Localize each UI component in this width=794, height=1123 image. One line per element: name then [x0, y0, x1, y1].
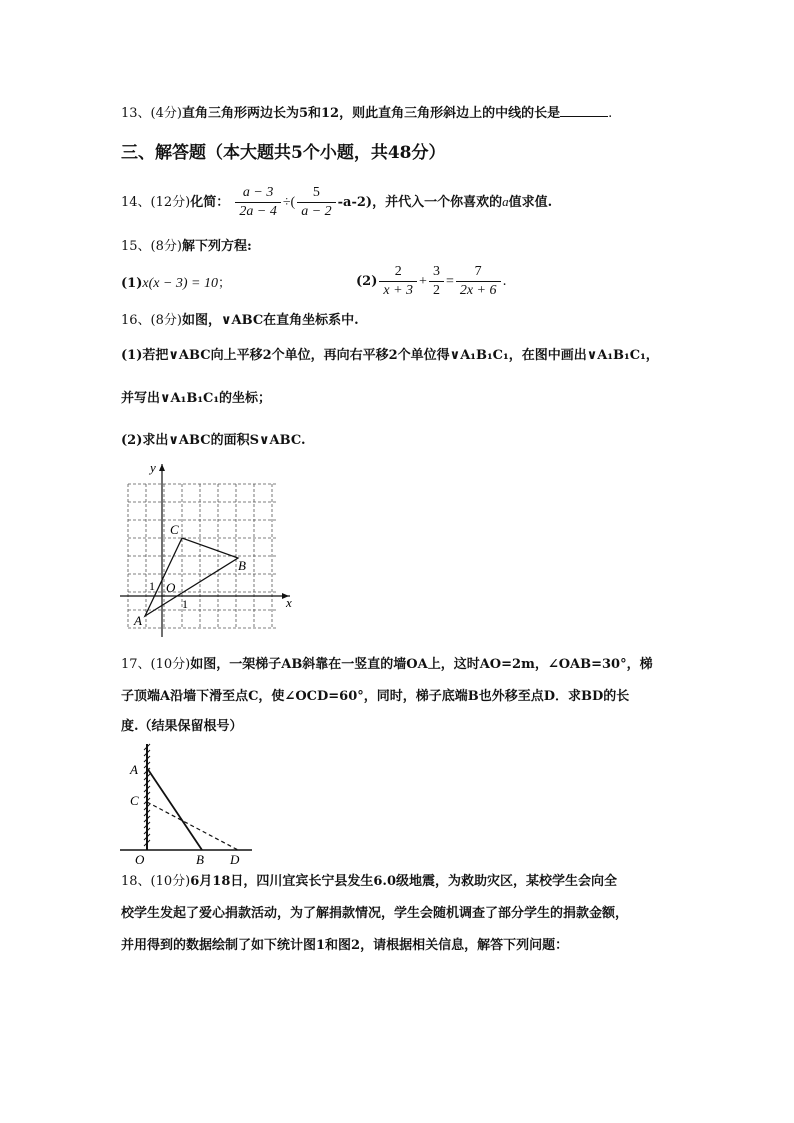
point-b-label: B: [196, 852, 204, 867]
section-title: 三、解答题（本大题共5个小题，共48分）: [121, 143, 446, 163]
y-arrow-icon: [159, 464, 165, 471]
p2-fraction-1-den: x + 3: [383, 283, 414, 298]
q15-text: 解下列方程:: [181, 239, 252, 254]
fraction-1: [235, 184, 280, 221]
q18-label: 18、(10分): [121, 874, 191, 889]
answer-blank: [560, 104, 608, 117]
q15-part1: [121, 275, 231, 293]
q18-line1: 6月18日，四川宜宾长宁县发生6.0级地震，为救助灾区，某校学生会向全: [190, 874, 617, 889]
point-c-label: C: [130, 793, 139, 808]
equals-sign: =: [445, 274, 454, 289]
q16-sub1b: 并写出∨A₁B₁C₁的坐标；: [121, 391, 272, 406]
x-axis-label: x: [286, 595, 292, 610]
y-axis-label: y: [150, 462, 156, 475]
q14-div: ÷(: [282, 195, 296, 210]
point-b-label: B: [238, 558, 246, 573]
plus-sign: +: [419, 274, 427, 289]
q15-p1-equation: x(x − 3) = 10: [142, 276, 219, 291]
question-13: [121, 104, 612, 123]
q13-label: 13、(4分): [121, 106, 182, 121]
question-17: [121, 656, 653, 674]
y-tick-label: 1: [149, 579, 155, 593]
q16-text: 如图，∨ABC在直角坐标系中.: [181, 313, 359, 328]
q14-prefix: 化简：: [190, 195, 230, 210]
q17-line1: 如图，一架梯子AB斜靠在一竖直的墙OA上，这时AO=2m，∠OAB=30°，梯: [190, 657, 653, 672]
origin-label: O: [166, 580, 176, 595]
grid-lines: [128, 484, 278, 628]
p2-fraction-2-num: 3: [429, 263, 444, 282]
q15-label: 15、(8分): [121, 239, 182, 254]
q18-line3: 并用得到的数据绘制了如下统计图1和图2，请根据相关信息，解答下列问题：: [121, 938, 569, 953]
ladder-cd: [147, 802, 238, 850]
q13-text: 直角三角形两边长为5和12，则此直角三角形斜边上的中线的长是: [181, 106, 561, 121]
q13-end: .: [608, 106, 613, 121]
axes: [120, 464, 290, 637]
point-o-label: O: [135, 852, 145, 867]
q16-sub2: (2)求出∨ABC的面积S∨ABC.: [121, 433, 306, 448]
q15-p2-end: .: [502, 274, 507, 289]
point-a-label: A: [134, 613, 142, 628]
fraction-2: [297, 184, 335, 221]
p2-fraction-3: [456, 263, 501, 300]
q14-after: -a-2)，并代入一个你喜欢的: [337, 195, 503, 210]
p2-fraction-3-num: 7: [456, 263, 501, 282]
fraction-1-denominator: 2a − 4: [239, 204, 277, 219]
ladder-figure: [120, 742, 260, 867]
x-tick-label: 1: [182, 597, 188, 611]
q15-part2: [356, 262, 507, 302]
fraction-2-denominator: a − 2: [301, 204, 332, 219]
coordinate-grid-figure: [120, 462, 300, 637]
q14-var: a: [502, 194, 509, 209]
triangle-abc: [145, 538, 238, 616]
p2-fraction-1: [379, 263, 417, 300]
question-18: [121, 873, 617, 891]
p2-fraction-2: [429, 263, 444, 300]
p2-fraction-1-num: 2: [379, 263, 417, 282]
fraction-2-numerator: 5: [297, 184, 335, 203]
ladder-ab: [147, 768, 202, 850]
point-d-label: D: [230, 852, 240, 867]
q15-p2-label: (2): [356, 274, 378, 289]
q15-p1-label: (1): [121, 276, 143, 291]
fraction-1-numerator: a − 3: [235, 184, 280, 203]
point-a-label: A: [130, 762, 138, 777]
point-c-label: C: [170, 522, 179, 537]
q16-sub1: (1)若把∨ABC向上平移2个单位，再向右平移2个单位得∨A₁B₁C₁，在图中画出∨A₁B₁C₁，: [121, 348, 659, 363]
q17-label: 17、(10分): [121, 657, 191, 672]
question-14: [121, 182, 552, 223]
p2-fraction-2-den: 2: [432, 283, 440, 298]
p2-fraction-3-den: 2x + 6: [459, 283, 497, 298]
q17-line3: 度.（结果保留根号）: [121, 719, 243, 734]
q16-label: 16、(8分): [121, 313, 182, 328]
q15-p1-end: ；: [218, 276, 232, 291]
q14-label: 14、(12分): [121, 195, 191, 210]
question-16: [121, 312, 359, 330]
question-15: [121, 238, 252, 256]
q18-line2: 校学生发起了爱心捐款活动，为了解捐款情况，学生会随机调查了部分学生的捐款金额，: [121, 906, 629, 921]
q14-tail: 值求值.: [508, 195, 553, 210]
q17-line2: 子顶端A沿墙下滑至点C，使∠OCD=60°，同时，梯子底端B也外移至点D．求BD的长: [121, 689, 630, 704]
